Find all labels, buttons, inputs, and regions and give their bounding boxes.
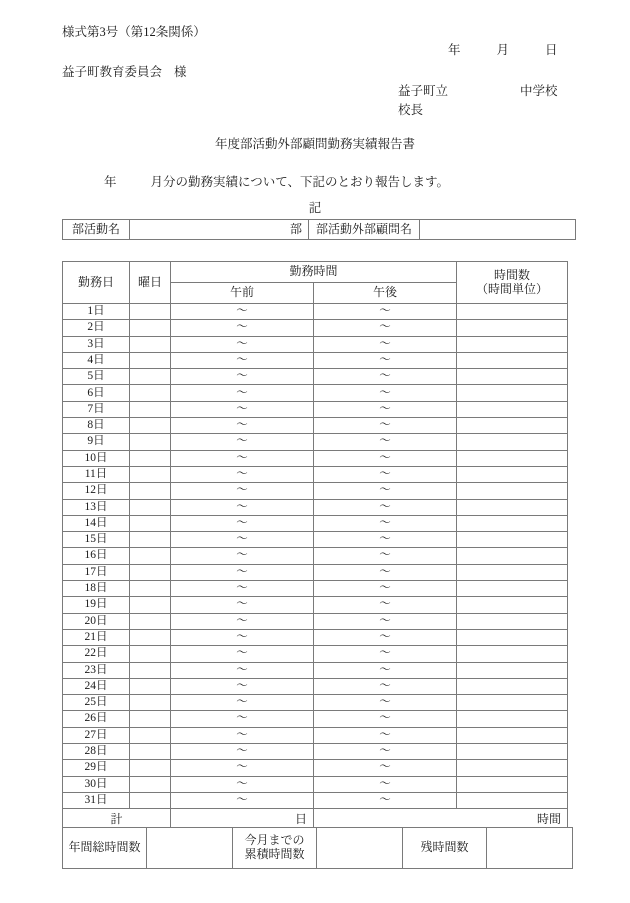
date-day-label: 日 — [545, 43, 558, 57]
afternoon-time-cell[interactable]: 〜 — [314, 629, 457, 645]
morning-time-cell[interactable]: 〜 — [171, 304, 314, 320]
table-row — [63, 483, 568, 499]
table-row — [63, 369, 568, 385]
day-cell: 9日 — [63, 434, 130, 450]
day-cell: 11日 — [63, 466, 130, 482]
table-row — [63, 695, 568, 711]
hours-cell[interactable] — [457, 613, 568, 629]
morning-time-cell[interactable]: 〜 — [171, 695, 314, 711]
weekday-cell[interactable] — [130, 760, 171, 776]
afternoon-time-cell[interactable]: 〜 — [314, 646, 457, 662]
morning-time-cell[interactable]: 〜 — [171, 760, 314, 776]
hours-cell[interactable] — [457, 369, 568, 385]
hours-cell[interactable] — [457, 304, 568, 320]
weekday-cell[interactable] — [130, 532, 171, 548]
day-cell: 1日 — [63, 304, 130, 320]
day-cell: 14日 — [63, 515, 130, 531]
weekday-cell[interactable] — [130, 646, 171, 662]
column-header-hours — [457, 262, 568, 304]
table-row — [63, 499, 568, 515]
column-header-day: 勤務日 — [63, 262, 130, 304]
weekday-cell[interactable] — [130, 369, 171, 385]
hours-cell[interactable] — [457, 548, 568, 564]
morning-time-cell[interactable]: 〜 — [171, 744, 314, 760]
hours-cell[interactable] — [457, 385, 568, 401]
table-row — [63, 760, 568, 776]
hours-cell[interactable] — [457, 418, 568, 434]
hours-cell[interactable] — [457, 564, 568, 580]
morning-time-cell[interactable]: 〜 — [171, 369, 314, 385]
weekday-cell[interactable] — [130, 385, 171, 401]
weekday-cell[interactable] — [130, 304, 171, 320]
day-cell: 16日 — [63, 548, 130, 564]
morning-time-cell[interactable]: 〜 — [171, 581, 314, 597]
afternoon-time-cell[interactable]: 〜 — [314, 352, 457, 368]
date-month-label: 月 — [496, 43, 510, 57]
table-row — [63, 401, 568, 417]
afternoon-time-cell[interactable]: 〜 — [314, 564, 457, 580]
day-cell: 23日 — [63, 662, 130, 678]
afternoon-time-cell[interactable]: 〜 — [314, 776, 457, 792]
hours-cell[interactable] — [457, 662, 568, 678]
morning-time-cell[interactable]: 〜 — [171, 418, 314, 434]
remaining-hours-label: 残時間数 — [403, 828, 487, 869]
table-row — [63, 450, 568, 466]
morning-time-cell[interactable]: 〜 — [171, 629, 314, 645]
morning-time-cell[interactable]: 〜 — [171, 515, 314, 531]
annual-total-hours-label: 年間総時間数 — [63, 828, 147, 869]
afternoon-time-cell[interactable]: 〜 — [314, 499, 457, 515]
day-cell: 2日 — [63, 320, 130, 336]
hours-cell[interactable] — [457, 581, 568, 597]
column-header-afternoon: 午後 — [314, 283, 457, 304]
hours-cell[interactable] — [457, 532, 568, 548]
table-row — [63, 597, 568, 613]
attendance-table — [62, 261, 568, 832]
school-prefix: 益子町立 — [398, 84, 449, 98]
table-row — [63, 434, 568, 450]
hours-cell[interactable] — [457, 450, 568, 466]
hours-cell[interactable] — [457, 629, 568, 645]
day-cell: 26日 — [63, 711, 130, 727]
morning-time-cell[interactable]: 〜 — [171, 711, 314, 727]
afternoon-time-cell[interactable]: 〜 — [314, 727, 457, 743]
day-cell: 6日 — [63, 385, 130, 401]
school-line — [398, 81, 578, 99]
attendance-table-body — [63, 304, 568, 809]
afternoon-time-cell[interactable]: 〜 — [314, 418, 457, 434]
morning-time-cell[interactable]: 〜 — [171, 401, 314, 417]
afternoon-time-cell[interactable]: 〜 — [314, 304, 457, 320]
morning-time-cell[interactable]: 〜 — [171, 776, 314, 792]
hours-cell[interactable] — [457, 760, 568, 776]
ki-mark: 記 — [308, 201, 322, 215]
day-cell: 29日 — [63, 760, 130, 776]
table-row — [63, 385, 568, 401]
afternoon-time-cell[interactable]: 〜 — [314, 581, 457, 597]
weekday-cell[interactable] — [130, 744, 171, 760]
club-name-label: 部活動名 — [63, 220, 130, 240]
cumulative-hours-field[interactable] — [317, 828, 403, 869]
morning-time-cell[interactable]: 〜 — [171, 352, 314, 368]
day-cell: 25日 — [63, 695, 130, 711]
weekday-cell[interactable] — [130, 515, 171, 531]
day-cell: 7日 — [63, 401, 130, 417]
morning-time-cell[interactable]: 〜 — [171, 678, 314, 694]
hours-cell[interactable] — [457, 695, 568, 711]
afternoon-time-cell[interactable]: 〜 — [314, 792, 457, 808]
column-header-hours-line2: （時間単位） — [475, 281, 548, 296]
weekday-cell[interactable] — [130, 662, 171, 678]
table-row — [63, 532, 568, 548]
table-row — [63, 581, 568, 597]
morning-time-cell[interactable]: 〜 — [171, 564, 314, 580]
afternoon-time-cell[interactable]: 〜 — [314, 515, 457, 531]
column-header-hours-line1: 時間数 — [493, 267, 530, 282]
weekday-cell[interactable] — [130, 581, 171, 597]
morning-time-cell[interactable]: 〜 — [171, 792, 314, 808]
morning-time-cell[interactable]: 〜 — [171, 613, 314, 629]
table-row — [63, 548, 568, 564]
club-name-field[interactable] — [130, 220, 309, 240]
hours-cell[interactable] — [457, 678, 568, 694]
header-row-1 — [63, 262, 568, 283]
day-cell: 4日 — [63, 352, 130, 368]
day-cell: 13日 — [63, 499, 130, 515]
club-name-unit: 部 — [289, 221, 302, 236]
hours-cell[interactable] — [457, 466, 568, 482]
day-cell: 12日 — [63, 483, 130, 499]
morning-time-cell[interactable]: 〜 — [171, 434, 314, 450]
day-cell: 30日 — [63, 776, 130, 792]
report-statement — [104, 172, 449, 190]
club-info-table — [62, 219, 576, 240]
cumulative-hours-label — [233, 828, 317, 869]
hours-cell[interactable] — [457, 320, 568, 336]
day-cell: 27日 — [63, 727, 130, 743]
hours-cell[interactable] — [457, 499, 568, 515]
cumulative-hours-label-line2: 累積時間数 — [244, 847, 305, 861]
statement-text: 月分の勤務実績について、下記のとおり報告します。 — [150, 175, 450, 189]
page-title: 年度部活動外部顧問勤務実績報告書 — [214, 137, 415, 151]
addressee-name: 益子町教育委員会 — [62, 65, 163, 79]
table-row — [63, 320, 568, 336]
morning-time-cell[interactable]: 〜 — [171, 532, 314, 548]
morning-time-cell[interactable]: 〜 — [171, 646, 314, 662]
table-row — [63, 515, 568, 531]
day-cell: 24日 — [63, 678, 130, 694]
weekday-cell[interactable] — [130, 434, 171, 450]
weekday-cell[interactable] — [130, 352, 171, 368]
column-header-work-time: 勤務時間 — [171, 262, 457, 283]
day-cell: 10日 — [63, 450, 130, 466]
afternoon-time-cell[interactable]: 〜 — [314, 532, 457, 548]
table-row — [63, 678, 568, 694]
annual-total-hours-field[interactable] — [147, 828, 233, 869]
weekday-cell[interactable] — [130, 320, 171, 336]
table-row — [63, 466, 568, 482]
school-suffix: 中学校 — [520, 84, 558, 98]
weekday-cell[interactable] — [130, 548, 171, 564]
advisor-name-label: 部活動外部顧問名 — [309, 220, 420, 240]
table-row — [63, 564, 568, 580]
afternoon-time-cell[interactable]: 〜 — [314, 613, 457, 629]
afternoon-time-cell[interactable]: 〜 — [314, 401, 457, 417]
attendance-table-head — [63, 262, 568, 304]
afternoon-time-cell[interactable]: 〜 — [314, 466, 457, 482]
hours-cell[interactable] — [457, 646, 568, 662]
table-row — [63, 646, 568, 662]
table-row — [63, 418, 568, 434]
afternoon-time-cell[interactable]: 〜 — [314, 597, 457, 613]
hours-cell[interactable] — [457, 515, 568, 531]
afternoon-time-cell[interactable]: 〜 — [314, 744, 457, 760]
day-cell: 15日 — [63, 532, 130, 548]
column-header-morning: 午前 — [171, 283, 314, 304]
weekday-cell[interactable] — [130, 483, 171, 499]
table-row — [63, 304, 568, 320]
day-cell: 3日 — [63, 336, 130, 352]
weekday-cell[interactable] — [130, 597, 171, 613]
day-cell: 17日 — [63, 564, 130, 580]
total-days-unit: 日 — [294, 812, 307, 827]
morning-time-cell[interactable]: 〜 — [171, 336, 314, 352]
morning-time-cell[interactable]: 〜 — [171, 499, 314, 515]
table-row — [63, 352, 568, 368]
hours-cell[interactable] — [457, 744, 568, 760]
afternoon-time-cell[interactable]: 〜 — [314, 548, 457, 564]
total-hours-unit: 時間 — [536, 812, 561, 827]
weekday-cell[interactable] — [130, 613, 171, 629]
summary-table — [62, 827, 573, 869]
weekday-cell[interactable] — [130, 564, 171, 580]
weekday-cell[interactable] — [130, 418, 171, 434]
weekday-cell[interactable] — [130, 629, 171, 645]
morning-time-cell[interactable]: 〜 — [171, 385, 314, 401]
day-cell: 18日 — [63, 581, 130, 597]
morning-time-cell[interactable]: 〜 — [171, 727, 314, 743]
weekday-cell[interactable] — [130, 727, 171, 743]
weekday-cell[interactable] — [130, 711, 171, 727]
form-number: 様式第3号（第12条関係） — [62, 25, 206, 39]
weekday-cell[interactable] — [130, 450, 171, 466]
morning-time-cell[interactable]: 〜 — [171, 320, 314, 336]
statement-year-label: 年 — [104, 175, 117, 189]
hours-cell[interactable] — [457, 483, 568, 499]
table-row — [63, 336, 568, 352]
weekday-cell[interactable] — [130, 336, 171, 352]
date-year-label: 年 — [448, 43, 461, 57]
morning-time-cell[interactable]: 〜 — [171, 483, 314, 499]
hours-cell[interactable] — [457, 792, 568, 808]
remaining-hours-field[interactable] — [487, 828, 573, 869]
afternoon-time-cell[interactable]: 〜 — [314, 450, 457, 466]
day-cell: 31日 — [63, 792, 130, 808]
morning-time-cell[interactable]: 〜 — [171, 597, 314, 613]
hours-cell[interactable] — [457, 352, 568, 368]
afternoon-time-cell[interactable]: 〜 — [314, 385, 457, 401]
morning-time-cell[interactable]: 〜 — [171, 466, 314, 482]
principal-line: 校長 — [398, 103, 424, 117]
table-row — [63, 776, 568, 792]
day-cell: 5日 — [63, 369, 130, 385]
hours-cell[interactable] — [457, 597, 568, 613]
weekday-cell[interactable] — [130, 401, 171, 417]
day-cell: 22日 — [63, 646, 130, 662]
afternoon-time-cell[interactable]: 〜 — [314, 695, 457, 711]
cumulative-hours-label-line1: 今月までの — [244, 833, 305, 848]
table-row — [63, 727, 568, 743]
hours-cell[interactable] — [457, 776, 568, 792]
table-row — [63, 711, 568, 727]
date-line — [448, 40, 558, 58]
weekday-cell[interactable] — [130, 499, 171, 515]
table-row — [63, 744, 568, 760]
table-row — [63, 828, 573, 869]
morning-time-cell[interactable]: 〜 — [171, 548, 314, 564]
addressee-honorific: 様 — [174, 65, 187, 79]
weekday-cell[interactable] — [130, 678, 171, 694]
hours-cell[interactable] — [457, 727, 568, 743]
weekday-cell[interactable] — [130, 792, 171, 808]
day-cell: 19日 — [63, 597, 130, 613]
afternoon-time-cell[interactable]: 〜 — [314, 662, 457, 678]
table-row — [63, 792, 568, 808]
afternoon-time-cell[interactable]: 〜 — [314, 336, 457, 352]
afternoon-time-cell[interactable]: 〜 — [314, 711, 457, 727]
afternoon-time-cell[interactable]: 〜 — [314, 678, 457, 694]
morning-time-cell[interactable]: 〜 — [171, 662, 314, 678]
table-row — [63, 662, 568, 678]
day-cell: 28日 — [63, 744, 130, 760]
morning-time-cell[interactable]: 〜 — [171, 450, 314, 466]
hours-cell[interactable] — [457, 401, 568, 417]
hours-cell[interactable] — [457, 336, 568, 352]
advisor-name-field[interactable] — [420, 220, 576, 240]
table-row — [63, 613, 568, 629]
table-row — [63, 629, 568, 645]
day-cell: 21日 — [63, 629, 130, 645]
total-label: 計 — [63, 809, 171, 832]
hours-cell[interactable] — [457, 711, 568, 727]
afternoon-time-cell[interactable]: 〜 — [314, 369, 457, 385]
afternoon-time-cell[interactable]: 〜 — [314, 434, 457, 450]
weekday-cell[interactable] — [130, 466, 171, 482]
addressee-line — [62, 62, 187, 80]
weekday-cell[interactable] — [130, 776, 171, 792]
day-cell: 20日 — [63, 613, 130, 629]
afternoon-time-cell[interactable]: 〜 — [314, 483, 457, 499]
weekday-cell[interactable] — [130, 695, 171, 711]
afternoon-time-cell[interactable]: 〜 — [314, 760, 457, 776]
hours-cell[interactable] — [457, 434, 568, 450]
column-header-weekday: 曜日 — [130, 262, 171, 304]
day-cell: 8日 — [63, 418, 130, 434]
afternoon-time-cell[interactable]: 〜 — [314, 320, 457, 336]
table-row — [63, 220, 576, 240]
